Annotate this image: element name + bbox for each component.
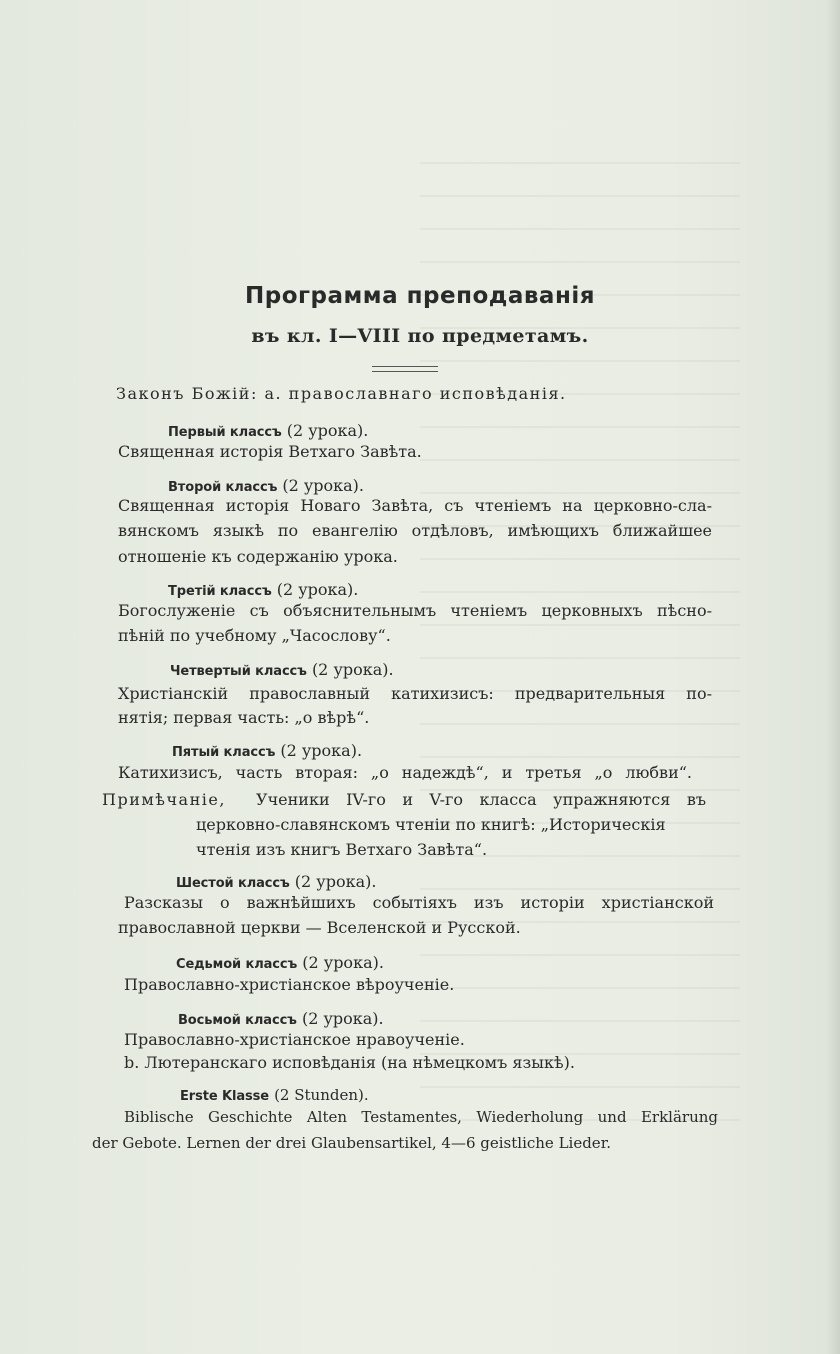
section-title: Четвертый классъ [170,664,307,679]
section-heading-6 [176,872,376,891]
section-title: Erste Klasse [180,1089,269,1104]
section-hours: (2 урока). [294,872,377,891]
section-heading-2 [168,476,364,495]
section-text-line: Христіанскій православный катихизисъ: предварительныя по- [118,684,712,703]
section-title: Первый классъ [168,425,282,440]
section-text-line: Катихизисъ, часть вторая: „о надеждѣ“, и третья „о любви“. [118,763,692,782]
section-heading-5 [172,741,362,760]
section-text-line: пѣній по учебному „Часослову“. [118,626,391,645]
title-divider [372,366,438,372]
subject-line: Законъ Божій: a. православнаго исповѣданія. [116,384,567,403]
note-text-line: Ученики IV-го и V-го класса упражняются въ [256,790,706,809]
section-text-line: Православно-христіанское вѣроученіе. [124,975,455,994]
page-edge-shadow [826,0,840,1354]
section-text-line: отношеніе къ содержанію урока. [118,547,398,566]
section-text-line: православной церкви — Вселенской и Русской. [118,918,521,937]
section-hours: (2 урока). [311,660,394,679]
section-hours: (2 Stunden). [274,1086,369,1104]
page-title: Программа преподаванія [244,283,595,309]
section-title: Третій классъ [168,584,272,599]
section-title: Пятый классъ [172,745,276,760]
section-title: Шестой классъ [176,876,290,891]
section-text-line: Священная исторія Ветхаго Завѣта. [118,442,422,461]
section-text-line: Богослуженіе съ объяснительнымъ чтеніемъ церковныхъ пѣсно- [118,601,712,620]
section-text-line: нятія; первая часть: „о вѣрѣ“. [118,708,370,727]
section-heading-8 [178,1009,384,1028]
section-hours: (2 урока). [280,741,363,760]
section-heading-3 [168,580,358,599]
section-heading-4 [170,660,394,679]
page-subtitle: въ кл. I—VIII по предметамъ. [251,325,589,347]
section-heading-1 [168,421,368,440]
section-title: Второй классъ [168,480,278,495]
section-hours: (2 урока). [286,421,369,440]
section-text-line: Православно-христіанское нравоученіе. [124,1030,465,1049]
note-text-line: чтенія изъ книгъ Ветхаго Завѣта“. [196,840,488,859]
section-hours: (2 урока). [301,1009,384,1028]
german-text-line: Biblische Geschichte Alten Testamentes, Wiederholung und Erklärung [124,1108,718,1126]
section-hours: (2 урока). [282,476,365,495]
german-heading [180,1085,369,1104]
lutheran-line: b. Лютеранскаго исповѣданія (на нѣмецкомъ языкѣ). [124,1053,575,1072]
section-text-line: Священная исторія Новаго Завѣта, съ чтеніемъ на церковно-сла- [118,496,712,515]
note-label: Примѣчаніе, [102,790,226,809]
section-title: Восьмой классъ [178,1013,297,1028]
section-title: Седьмой классъ [176,957,298,972]
section-text-line: вянскомъ языкѣ по евангелію отдѣловъ, имѣющихъ ближайшее [118,521,712,540]
note-line [102,790,226,809]
german-text-line: der Gebote. Lernen der drei Glaubensartikel, 4—6 geistliche Lieder. [92,1134,611,1152]
section-hours: (2 урока). [276,580,359,599]
section-heading-7 [176,953,384,972]
note-text-line: церковно-славянскомъ чтеніи по книгѣ: „Историческія [196,815,666,834]
section-text-line: Разсказы о важнѣйшихъ событіяхъ изъ исторіи христіанской [124,893,714,912]
section-hours: (2 урока). [302,953,384,972]
